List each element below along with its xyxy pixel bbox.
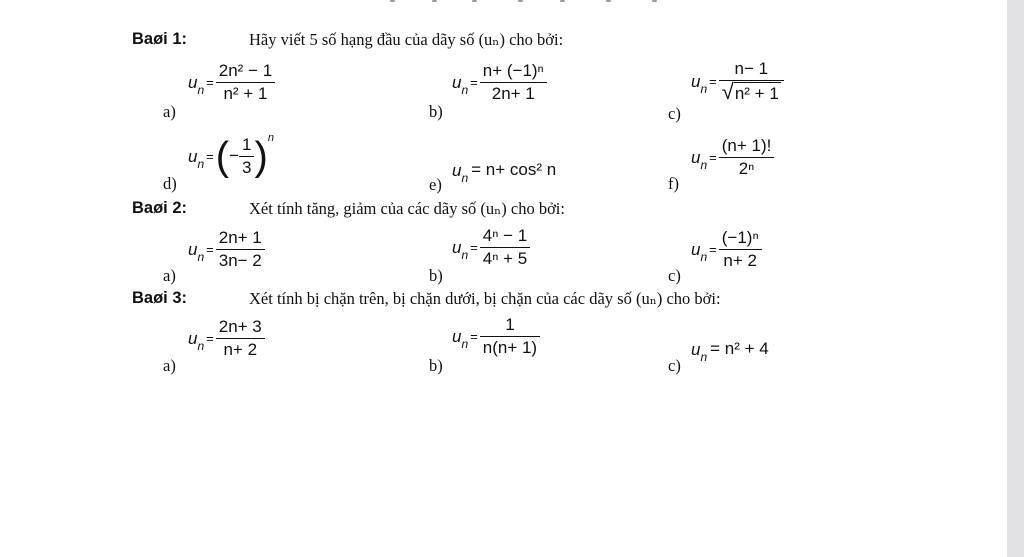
exercise-2-title: Baøi 2: [132,199,188,217]
item-label: a) [163,102,176,121]
formula-2c: $u_n$ = $\frac{\text{(−1)ⁿ}}{n+ 2}$ [691,227,762,272]
formula-2a: $u_n$ = $\frac{2n+ 1}{3n- 2}$ [188,227,265,272]
formula-1d: $u_n$ =(− $\frac{1}{3}$ )$^n$ [188,131,274,179]
formula-1b: $u_n$ = $\frac{\text{n+ (−1)ⁿ}}{2n+ 1}$ [452,60,547,105]
denominator: n² + 1 [223,84,268,103]
numerator: n− 1 [719,58,784,81]
formula-1f: $u_n$ = $\frac{(n+ 1)!}{\text{2ⁿ}}$ [691,135,774,180]
item-label: c) [668,266,681,285]
sqrt-icon: √ [721,79,734,104]
denominator: n+ 2 [723,251,757,270]
item-label: a) [163,266,176,285]
numerator: (−1)ⁿ [719,227,762,250]
numerator: n+ (−1)ⁿ [480,60,547,83]
denominator: 2n+ 1 [491,84,535,103]
formula-1c: $u_n$ = $\frac{n- 1}{\text{√n² + 1}}$ [691,58,784,105]
top-cut-text-fragment [380,0,680,4]
numerator: 1 [480,314,540,337]
denominator: 3n− 2 [218,251,262,270]
formula-3c: $u_n = n^2 + 4$ [691,339,769,364]
item-label: b) [429,356,443,375]
item-label: a) [163,356,176,375]
numerator: 2n+ 3 [216,316,265,339]
item-label: c) [668,356,681,375]
formula-3b: $u_n$ = $\frac{1}{n(n+ 1)}$ [452,314,540,359]
exercise-1-title: Baøi 1: [132,30,188,48]
denominator: 3 [242,158,252,177]
formula-1e: $u_n = n+ \cos^2$ n [452,160,557,185]
formula-3a: $u_n$ = $\frac{2n+ 3}{n+ 2}$ [188,316,265,361]
denominator: n(n+ 1) [482,338,538,357]
viewer-scroll-margin [1007,0,1024,557]
numerator: 2n+ 1 [216,227,265,250]
item-label: d) [163,174,177,193]
numerator: 4ⁿ − 1 [480,225,530,248]
denominator: 4ⁿ + 5 [482,249,528,268]
exercise-3-instruction: Xét tính bị chặn trên, bị chặn dưới, bị chặn của các dãy số (uₙ) cho bởi: [249,289,721,308]
denominator: 2ⁿ [738,159,755,178]
exercise-2-instruction: Xét tính tăng, giảm của các dãy số (uₙ) cho bởi: [249,199,565,218]
formula-2b: $u_n$ = $\frac{\text{4ⁿ − 1}}{\text{4ⁿ + 5}}$ [452,225,530,270]
numerator: (n+ 1)! [719,135,775,158]
numerator: 1 [239,134,254,157]
item-label: f) [668,174,679,193]
formula-1a: $u_n$ = $\frac{\text{2n² − 1}}{\text{n² + 1}}$ [188,60,275,105]
item-label: c) [668,104,681,123]
item-label: b) [429,102,443,121]
exercise-1-instruction: Hãy viết 5 số hạng đầu của dãy số (uₙ) cho bởi: [249,30,564,49]
denominator: n+ 2 [223,340,258,359]
item-label: e) [429,175,442,194]
denominator: n² + 1 [734,84,779,103]
exercise-3-title: Baøi 3: [132,289,188,307]
item-label: b) [429,266,443,285]
numerator: 2n² − 1 [216,60,275,83]
